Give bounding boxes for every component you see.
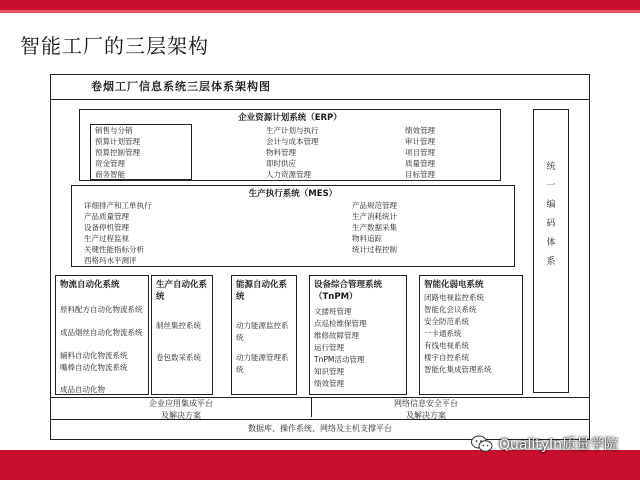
unified-coding-char: 体: [546, 238, 556, 248]
production-automation-title: 生产自动化系统: [156, 280, 208, 302]
enterprise-integration-platform: 企业应用集成平台 及解决方案: [149, 399, 213, 420]
network-security-platform: 网络信息安全平台 及解决方案: [394, 399, 458, 420]
column-item: 知识管理: [314, 367, 344, 376]
watermark: [471, 434, 618, 454]
column-item: 一卡通系统: [424, 329, 462, 338]
erp-title: 企业资源计划系统（ERP）: [238, 113, 342, 123]
column-item: 辅料自动化物流系统: [60, 351, 128, 360]
diagram-title: 卷烟工厂信息系统三层体系架构图: [91, 80, 271, 93]
unified-coding-char: 编: [546, 200, 556, 210]
column-item: 成品自动化物: [60, 385, 105, 394]
erp-item: 资金管理: [95, 159, 125, 168]
watermark-text: QualityIn质量学院: [498, 437, 618, 453]
energy-automation-box: [231, 275, 297, 395]
mes-item: 物料追踪: [352, 234, 382, 243]
architecture-diagram: [50, 74, 590, 440]
erp-item: 预算控制管理: [95, 148, 140, 157]
column-item: 卷包数采系统: [156, 353, 201, 362]
erp-item: 质量管理: [405, 159, 435, 168]
smart-weak-current-title: 智能化弱电系统: [424, 280, 484, 290]
erp-item: 项目管理: [405, 148, 435, 157]
column-item: 动力能源管理系统: [236, 353, 289, 374]
unified-coding-char: 系: [546, 257, 556, 267]
mes-item: 产品质量管理: [84, 212, 129, 221]
column-item: 安全防范系统: [424, 317, 469, 326]
mes-item: 详细排产和工单执行: [84, 201, 152, 210]
erp-item: 审计管理: [405, 137, 435, 146]
column-item: 动力能源监控系统: [236, 321, 289, 342]
column-item: 运行管理: [314, 343, 344, 352]
erp-item: 会计与成本管理: [266, 137, 319, 146]
erp-item: 预算计划管理: [95, 137, 140, 146]
mes-item: 统计过程控制: [352, 245, 397, 254]
erp-box: [79, 109, 501, 181]
smart-weak-current-box: [419, 275, 523, 395]
erp-item: 生产计划与执行: [266, 126, 319, 135]
diagram-title-row: [51, 75, 589, 100]
page-title: 智能工厂的三层架构: [20, 34, 209, 58]
column-item: 成品烟丝自动化物流系统: [60, 328, 143, 337]
logistics-automation-title: 物流自动化系统: [60, 280, 120, 290]
foundation-platform: 数据库、操作系统、网络及主机支撑平台: [248, 424, 392, 433]
production-automation-box: [151, 275, 213, 395]
mes-title: 生产执行系统（MES）: [248, 189, 338, 199]
column-item: 闭路电视监控系统: [424, 293, 484, 302]
mes-item: 西格玛水平测评: [84, 256, 137, 265]
mes-item: 设备停机管理: [84, 223, 129, 232]
tnpm-title: 设备综合管理系统（TnPM）: [314, 280, 383, 302]
erp-item: 商务智能: [95, 170, 125, 179]
mes-item: 生产消耗统计: [352, 212, 397, 221]
column-item: 有线电视系统: [424, 341, 469, 350]
logistics-automation-box: [55, 275, 149, 395]
bottom-red-band: [0, 450, 640, 480]
mes-item: 生产数据采集: [352, 223, 397, 232]
mes-item: 产品规范管理: [352, 201, 397, 210]
column-item: 绩效管理: [314, 379, 344, 388]
mes-item: 关键性能指标分析: [84, 245, 144, 254]
column-item: 智能化集成管理系统: [424, 365, 492, 374]
unified-coding-char: 一: [546, 181, 556, 191]
unified-coding-char: 码: [546, 219, 556, 229]
foundation-divider: [51, 419, 589, 420]
column-item: 楼宇自控系统: [424, 353, 469, 362]
column-item: 智能化会议系统: [424, 305, 477, 314]
column-item: TnPM活动管理: [314, 355, 365, 364]
erp-item: 人力资源管理: [266, 170, 311, 179]
column-item: 维修故障管理: [314, 331, 359, 340]
column-item: 制丝集控系统: [156, 321, 201, 330]
wechat-icon: [471, 435, 493, 453]
column-item: 文搂班管理: [314, 307, 352, 316]
unified-coding-char: 统: [546, 162, 556, 172]
erp-item: 绩效管理: [405, 126, 435, 135]
erp-item: 销售与分销: [95, 126, 133, 135]
erp-item: 目标管理: [405, 170, 435, 179]
column-item: 点巡检维保管理: [314, 319, 367, 328]
column-item: 嘴棒自动化物流系统: [60, 363, 128, 372]
energy-automation-title: 能源自动化系统: [236, 280, 288, 302]
mes-box: [71, 185, 515, 267]
mes-item: 生产过程监视: [84, 234, 129, 243]
unified-coding-box: [533, 109, 569, 393]
erp-item: 物料管理: [266, 148, 296, 157]
tnpm-box: [309, 275, 407, 395]
column-item: 原料配方自动化物流系统: [60, 305, 143, 314]
top-red-band: [0, 0, 640, 13]
erp-item: 即时供应: [266, 159, 296, 168]
